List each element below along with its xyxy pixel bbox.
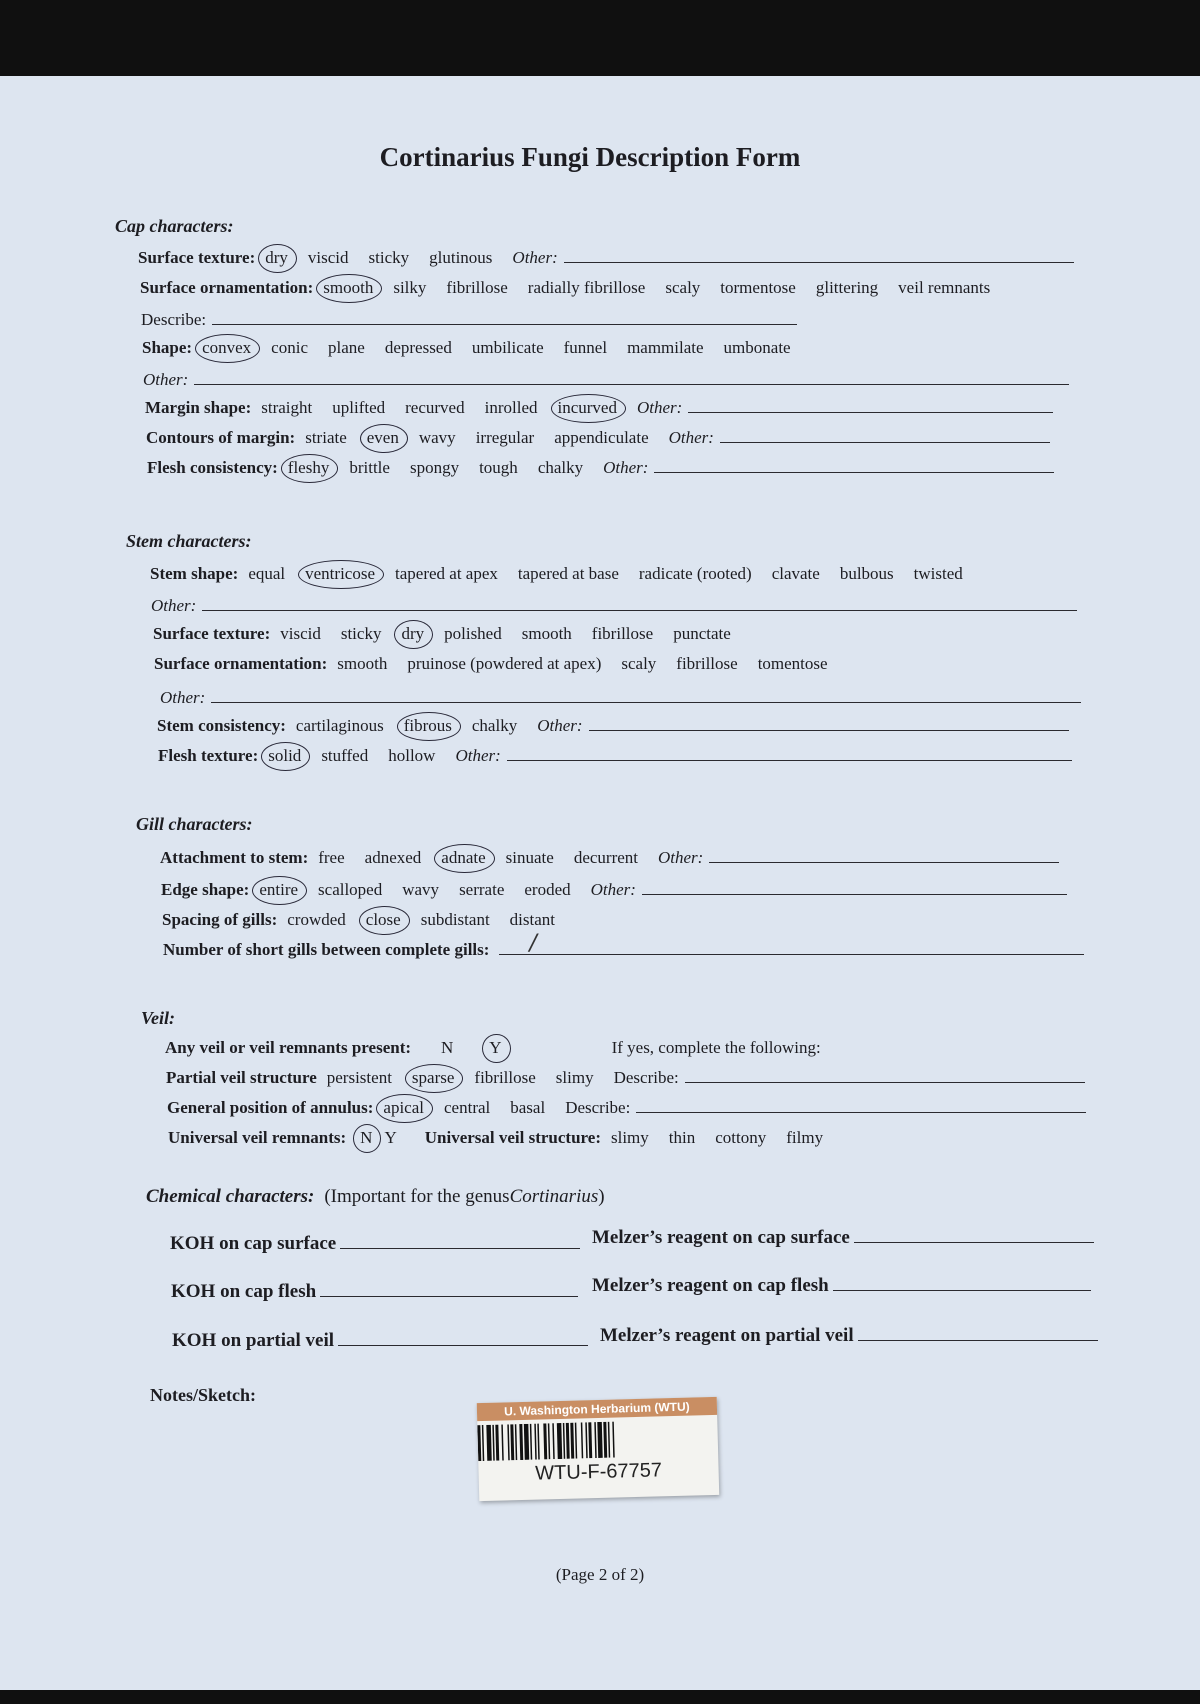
option-incurved[interactable]: incurved — [557, 398, 617, 417]
other-field[interactable] — [589, 716, 1069, 731]
stem-shape-row: Stem shape: equal ventricose tapered at apex tapered at base radicate (rooted) clavate bulbous twisted — [150, 564, 963, 583]
option-smooth[interactable]: smooth — [323, 278, 374, 297]
option-scalloped[interactable]: scalloped — [318, 880, 383, 899]
option-y[interactable]: Y — [384, 1128, 397, 1147]
option-even[interactable]: even — [366, 428, 399, 447]
melzer-cap-flesh: Melzer’s reagent on cap flesh — [592, 1274, 1091, 1297]
option-thin[interactable]: thin — [668, 1128, 696, 1147]
option-punctate[interactable]: punctate — [673, 624, 731, 643]
barcode-bar — [557, 1423, 562, 1459]
barcode-bar — [495, 1425, 499, 1461]
option-scaly[interactable]: scaly — [621, 654, 657, 673]
option-n[interactable]: N — [441, 1038, 454, 1057]
option-slimy[interactable]: slimy — [555, 1068, 594, 1087]
melzer-cap-surface-field[interactable] — [854, 1226, 1094, 1243]
other-field[interactable] — [564, 248, 1074, 263]
koh-partial-veil-field[interactable] — [338, 1329, 588, 1346]
option-convex[interactable]: convex — [202, 338, 252, 357]
option-ventricose[interactable]: ventricose — [305, 564, 375, 583]
barcode-bar — [612, 1422, 614, 1458]
option-smooth[interactable]: smooth — [521, 624, 572, 643]
option-uplifted[interactable]: uplifted — [332, 398, 386, 417]
option-hollow[interactable]: hollow — [388, 746, 436, 765]
cap-surface-texture-row: Surface texture: dry viscid sticky glutinous Other: — [138, 248, 1074, 268]
option-sticky[interactable]: sticky — [368, 248, 410, 267]
option-crowded[interactable]: crowded — [287, 910, 346, 929]
option-chalky[interactable]: chalky — [537, 458, 584, 477]
chemical-heading-row: Chemical characters: (Important for the genus Cortinarius ) — [146, 1186, 605, 1207]
option-mammilate[interactable]: mammilate — [627, 338, 704, 357]
option-close[interactable]: close — [365, 910, 401, 929]
barcode-bar — [552, 1423, 554, 1459]
barcode-bar — [510, 1424, 514, 1460]
gill-spacing-row: Spacing of gills: crowded close subdistant distant — [162, 910, 556, 929]
option-sinuate[interactable]: sinuate — [505, 848, 554, 867]
option-scaly[interactable]: scaly — [665, 278, 701, 297]
barcode-bar — [482, 1425, 484, 1461]
other-field[interactable] — [507, 746, 1072, 761]
cap-shape-row: Shape: convex conic plane depressed umbilicate funnel mammilate umbonate — [142, 338, 791, 357]
veil-partial-row: Partial veil structure persistent sparse fibrillose slimy Describe: — [166, 1068, 1085, 1088]
option-silky[interactable]: silky — [393, 278, 427, 297]
option-glittering[interactable]: glittering — [815, 278, 879, 297]
option-smooth[interactable]: smooth — [337, 654, 388, 673]
option-sticky[interactable]: sticky — [340, 624, 382, 643]
barcode-bar — [585, 1422, 587, 1458]
other-field[interactable] — [654, 458, 1054, 473]
option-eroded[interactable]: eroded — [524, 880, 571, 899]
gill-short-gills-row: Number of short gills between complete gills: / — [163, 940, 1084, 960]
barcode-bar — [594, 1422, 596, 1458]
herbarium-barcode-label — [477, 1397, 719, 1501]
option-umbonate[interactable]: umbonate — [723, 338, 791, 357]
option-persistent[interactable]: persistent — [326, 1068, 392, 1087]
barcode-bar — [524, 1424, 529, 1460]
other-field[interactable] — [688, 398, 1053, 413]
cap-heading: Cap characters: — [115, 216, 234, 236]
option-wavy[interactable]: wavy — [402, 880, 440, 899]
stem-surface-ornamentation-row: Surface ornamentation: smooth pruinose (powdered at apex) scaly fibrillose tomentose — [154, 654, 828, 673]
option-serrate[interactable]: serrate — [459, 880, 505, 899]
barcode-bar — [581, 1422, 583, 1458]
stem-flesh-texture-row: Flesh texture: solid stuffed hollow Other: — [158, 746, 1072, 766]
short-gills-value: / — [529, 931, 537, 956]
other-field[interactable] — [211, 688, 1081, 703]
option-tapered-at-apex[interactable]: tapered at apex — [395, 564, 498, 583]
cap-describe-row: Describe: — [141, 310, 797, 330]
stem-consistency-row: Stem consistency: cartilaginous fibrous chalky Other: — [157, 716, 1069, 736]
other-field[interactable] — [709, 848, 1059, 863]
option-tormentose[interactable]: tormentose — [720, 278, 796, 297]
option-bulbous[interactable]: bulbous — [839, 564, 894, 583]
barcode-bar — [566, 1423, 570, 1459]
option-fibrillose[interactable]: fibrillose — [591, 624, 654, 643]
barcode-bar — [530, 1424, 532, 1460]
form-title: Cortinarius Fungi Description Form — [379, 142, 801, 172]
option-dry[interactable]: dry — [265, 248, 288, 267]
option-adnexed[interactable]: adnexed — [364, 848, 422, 867]
barcode-bar — [543, 1423, 547, 1459]
option-spongy[interactable]: spongy — [409, 458, 460, 477]
gill-heading: Gill characters: — [136, 814, 253, 834]
cap-shape-other-row: Other: — [143, 370, 1069, 390]
option-slimy[interactable]: slimy — [611, 1128, 649, 1147]
stem-shape-other-row: Other: — [151, 596, 1077, 616]
option-veil-remnants[interactable]: veil remnants — [898, 278, 991, 297]
koh-cap-flesh-field[interactable] — [320, 1280, 578, 1297]
notes-label: Notes/Sketch: — [150, 1385, 256, 1405]
option-appendiculate[interactable]: appendiculate — [554, 428, 649, 447]
barcode-bar — [534, 1424, 536, 1460]
option-cottony[interactable]: cottony — [715, 1128, 767, 1147]
veil-note: If yes, complete the following: — [611, 1038, 821, 1057]
barcode-bar — [597, 1422, 602, 1458]
option-filmy[interactable]: filmy — [786, 1128, 824, 1147]
option-free[interactable]: free — [318, 848, 345, 867]
option-solid[interactable]: solid — [268, 746, 302, 765]
barcode-bar — [575, 1423, 577, 1459]
option-viscid[interactable]: viscid — [307, 248, 349, 267]
option-tough[interactable]: tough — [479, 458, 518, 477]
cap-margin-shape-row: Margin shape: straight uplifted recurved inrolled incurved Other: — [145, 398, 1053, 418]
barcode-bar — [563, 1423, 565, 1459]
koh-cap-surface: KOH on cap surface — [170, 1232, 580, 1255]
short-gills-field[interactable] — [499, 931, 1084, 956]
option-fibrillose[interactable]: fibrillose — [446, 278, 508, 297]
veil-annulus-row: General position of annulus: apical central basal Describe: — [167, 1098, 1086, 1118]
melzer-partial-veil-field[interactable] — [858, 1324, 1098, 1341]
barcode-bar — [548, 1423, 550, 1459]
other-field[interactable] — [642, 880, 1067, 895]
veil-heading: Veil: — [141, 1008, 175, 1028]
option-polished[interactable]: polished — [444, 624, 502, 643]
option-central[interactable]: central — [444, 1098, 491, 1117]
option-tomentose[interactable]: tomentose — [757, 654, 828, 673]
veil-present-row: Any veil or veil remnants present: N Y If yes, complete the following: — [165, 1038, 821, 1057]
barcode-bar — [486, 1425, 491, 1461]
barcode-bar — [492, 1425, 494, 1461]
option-radially-fibrillose[interactable]: radially fibrillose — [527, 278, 646, 297]
stem-heading: Stem characters: — [126, 531, 252, 551]
option-irregular[interactable]: irregular — [475, 428, 535, 447]
option-adnate[interactable]: adnate — [441, 848, 486, 867]
option-striate[interactable]: striate — [305, 428, 347, 447]
option-glutinous[interactable]: glutinous — [429, 248, 493, 267]
describe-field[interactable] — [685, 1068, 1085, 1083]
herbarium-name: U. Washington Herbarium (WTU) — [477, 1397, 717, 1421]
gill-attachment-row: Attachment to stem: free adnexed adnate sinuate decurrent Other: — [160, 848, 1059, 868]
cap-contours-row: Contours of margin: striate even wavy irregular appendiculate Other: — [146, 428, 1050, 448]
barcode-bar — [603, 1422, 607, 1458]
gill-edge-row: Edge shape: entire scalloped wavy serrate eroded Other: — [161, 880, 1067, 900]
other-field[interactable] — [202, 596, 1077, 611]
option-viscid[interactable]: viscid — [280, 624, 321, 643]
option-apical[interactable]: apical — [383, 1098, 424, 1117]
option-pruinose[interactable]: pruinose (powdered at apex) — [407, 654, 602, 673]
option-basal[interactable]: basal — [510, 1098, 546, 1117]
option-twisted[interactable]: twisted — [913, 564, 963, 583]
option-equal[interactable]: equal — [248, 564, 286, 583]
option-stuffed[interactable]: stuffed — [321, 746, 369, 765]
barcode-bar — [501, 1424, 503, 1460]
option-umbilicate[interactable]: umbilicate — [471, 338, 544, 357]
option-funnel[interactable]: funnel — [563, 338, 608, 357]
describe-field[interactable] — [636, 1098, 1086, 1113]
barcode-icon — [477, 1420, 663, 1461]
form-page — [0, 76, 1200, 1690]
option-chalky[interactable]: chalky — [471, 716, 518, 735]
option-fibrillose[interactable]: fibrillose — [676, 654, 738, 673]
option-fleshy[interactable]: fleshy — [287, 458, 330, 477]
barcode-bar — [519, 1424, 523, 1460]
describe-field[interactable] — [212, 310, 797, 325]
chemical-heading: Chemical characters: — [146, 1186, 315, 1207]
page-number: (Page 2 of 2) — [555, 1565, 645, 1584]
melzer-partial-veil: Melzer’s reagent on partial veil — [600, 1324, 1098, 1347]
barcode-bar — [588, 1422, 592, 1458]
option-decurrent[interactable]: decurrent — [573, 848, 638, 867]
option-subdistant[interactable]: subdistant — [420, 910, 490, 929]
option-cartilaginous[interactable]: cartilaginous — [295, 716, 384, 735]
barcode-bar — [608, 1422, 610, 1458]
other-field[interactable] — [720, 428, 1050, 443]
barcode-bar — [477, 1425, 481, 1461]
option-plane[interactable]: plane — [328, 338, 365, 357]
cap-surface-ornamentation-row: Surface ornamentation: smooth silky fibrillose radially fibrillose scaly tormentose glittering veil remnants — [140, 278, 991, 297]
option-recurved[interactable]: recurved — [405, 398, 465, 417]
option-conic[interactable]: conic — [271, 338, 308, 357]
stem-ornamentation-other-row: Other: — [160, 688, 1081, 708]
koh-cap-flesh: KOH on cap flesh — [171, 1280, 578, 1303]
veil-universal-row: Universal veil remnants: N Y Universal veil structure: slimy thin cottony filmy — [168, 1128, 824, 1147]
melzer-cap-flesh-field[interactable] — [833, 1274, 1091, 1291]
cap-flesh-row: Flesh consistency: fleshy brittle spongy tough chalky Other: — [147, 458, 1054, 478]
barcode-bar — [507, 1424, 509, 1460]
option-distant[interactable]: distant — [509, 910, 556, 929]
option-dry[interactable]: dry — [401, 624, 425, 643]
other-field[interactable] — [194, 370, 1069, 385]
option-tapered-at-base[interactable]: tapered at base — [517, 564, 619, 583]
option-depressed[interactable]: depressed — [384, 338, 452, 357]
barcode-bar — [537, 1424, 539, 1460]
melzer-cap-surface: Melzer’s reagent on cap surface — [592, 1226, 1094, 1249]
option-wavy[interactable]: wavy — [418, 428, 456, 447]
option-clavate[interactable]: clavate — [771, 564, 820, 583]
option-straight[interactable]: straight — [261, 398, 313, 417]
barcode-bar — [570, 1423, 574, 1459]
option-fibrillose[interactable]: fibrillose — [474, 1068, 536, 1087]
option-fibrous[interactable]: fibrous — [403, 716, 452, 735]
option-entire[interactable]: entire — [259, 880, 299, 899]
option-y[interactable]: Y — [489, 1038, 502, 1057]
specimen-number: WTU-F-67757 — [534, 1459, 663, 1485]
option-sparse[interactable]: sparse — [411, 1068, 455, 1087]
koh-cap-surface-field[interactable] — [340, 1232, 580, 1249]
option-inrolled[interactable]: inrolled — [484, 398, 538, 417]
option-radicate[interactable]: radicate (rooted) — [638, 564, 752, 583]
stem-surface-texture-row: Surface texture: viscid sticky dry polished smooth fibrillose punctate — [153, 624, 731, 643]
barcode-bar — [515, 1424, 517, 1460]
option-n[interactable]: N — [360, 1128, 373, 1147]
option-brittle[interactable]: brittle — [349, 458, 390, 477]
koh-partial-veil: KOH on partial veil — [172, 1329, 588, 1352]
